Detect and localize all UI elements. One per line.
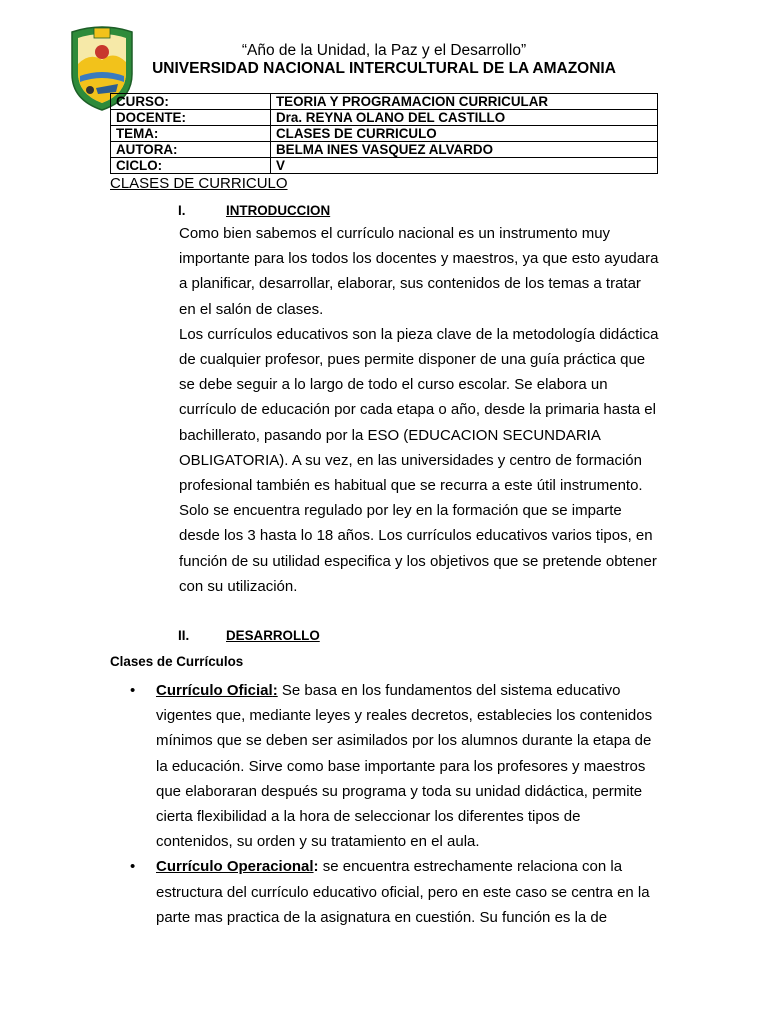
info-label: TEMA:	[111, 126, 271, 142]
table-row	[111, 142, 658, 158]
section-number: II.	[178, 628, 190, 643]
table-row	[111, 94, 658, 110]
bullet-text: se encuentra estrechamente relaciona con la estructura del currículo educativo oficial, pero en este caso se centra en la parte mas practica de la asignatura en cuestión. Su función es la de	[156, 858, 650, 926]
bullet-term: Currículo Oficial	[156, 682, 273, 699]
header-motto: “Año de la Unidad, la Paz y el Desarrollo”	[241, 42, 527, 59]
paragraph: Como bien sabemos el currículo nacional es un instrumento muy importante para los todos los docentes y maestros, ya que esto ayudara a planificar, desarrollar, elaborar, sus contenidos de los temas a tratar en el salón de clases.	[179, 225, 659, 318]
list-item	[130, 854, 660, 930]
table-row	[111, 158, 658, 174]
section-title: DESARROLLO	[226, 628, 320, 643]
info-value: CLASES DE CURRICULO	[271, 126, 658, 142]
bullet-text: Se basa en los fundamentos del sistema educativo vigentes que, mediante leyes y reales decretos, establecies los contenidos mínimos que se deben ser asimilados por los alumnos durante la etapa de la educación. Sirve como base importante para los profesores y maestros que elaboraran después su programa y toda su unidad didáctica, permite cierta flexibilidad a la hora de seleccionar los diferentes tipos de contenidos, su orden y su tratamiento en el aula.	[156, 682, 653, 851]
info-value: BELMA INES VASQUEZ ALVARDO	[271, 142, 658, 158]
paragraph: Los currículos educativos son la pieza clave de la metodología didáctica de cualquier profesor, pues permite disponer de una guía práctica que se debe seguir a lo largo de todo el curso escolar. Se elabora un currículo de educación por cada etapa o año, desde la primaria hasta el bachillerato, pasando por la ESO (EDUCACION SECUNDARIA OBLIGATORIA). A su vez, en las universidades y centro de formación profesional también es habitual que se recurra a este útil instrumento.	[179, 325, 659, 495]
bullet-icon: •	[130, 858, 136, 876]
section-title: INTRODUCCION	[226, 203, 331, 218]
info-label: CICLO:	[111, 158, 271, 174]
info-value: V	[271, 158, 658, 174]
info-value: TEORIA Y PROGRAMACION CURRICULAR	[271, 94, 658, 110]
info-label: CURSO:	[111, 94, 271, 110]
curriculum-types-list	[130, 678, 660, 930]
bullet-term-colon: :	[313, 858, 319, 876]
info-value: Dra. REYNA OLANO DEL CASTILLO	[271, 110, 658, 126]
paragraph: Solo se encuentra regulado por ley en la formación que se imparte desde los 3 hasta lo 18 años. Los currículos educativos varios tipos, en función de su utilidad especifica y los objetivos que se pretende obtener con su utilización.	[179, 502, 657, 595]
section-number: I.	[178, 203, 186, 218]
course-info-table	[110, 93, 658, 174]
bullet-term-colon: :	[272, 682, 278, 699]
info-label: AUTORA:	[111, 142, 271, 158]
table-row	[111, 110, 658, 126]
bullet-icon: •	[130, 682, 136, 699]
introduction-body	[179, 221, 659, 599]
document-title: CLASES DE CURRICULO	[110, 175, 288, 192]
bullet-term: Currículo Operacional	[156, 858, 314, 876]
table-row	[111, 126, 658, 142]
info-label: DOCENTE:	[111, 110, 271, 126]
subheading-clases: Clases de Currículos	[110, 654, 244, 669]
header-university: UNIVERSIDAD NACIONAL INTERCULTURAL DE LA AMAZONIA	[152, 60, 616, 77]
list-item	[130, 678, 660, 854]
